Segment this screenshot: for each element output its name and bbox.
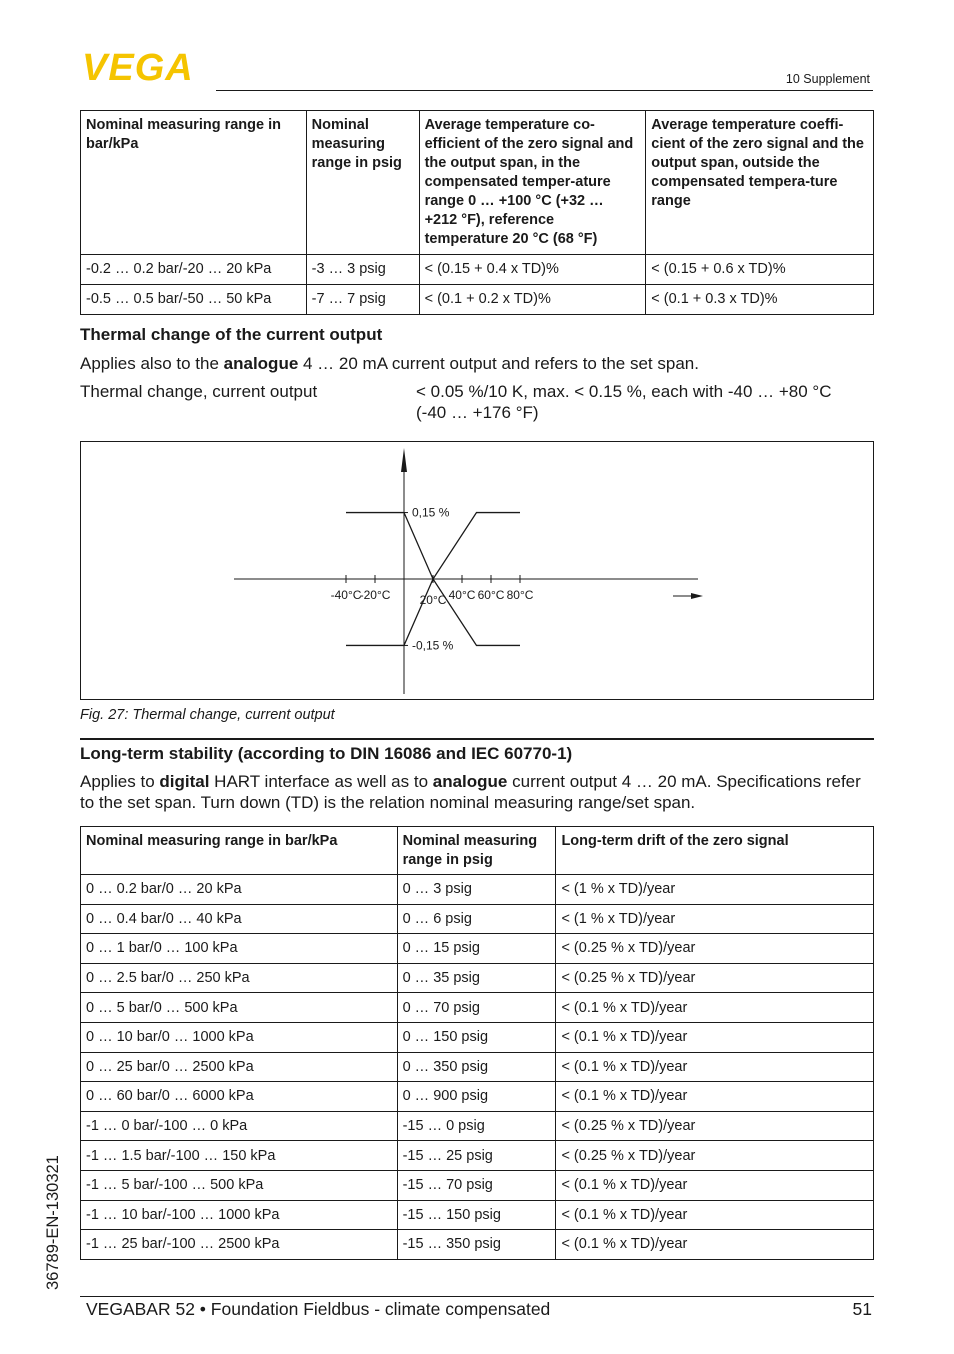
table-cell: 0 … 10 bar/0 … 1000 kPa bbox=[81, 1022, 398, 1052]
table-cell: -15 … 25 psig bbox=[397, 1141, 556, 1171]
table-cell: < (0.25 % x TD)/year bbox=[556, 1111, 874, 1141]
y-axis-arrow-icon bbox=[401, 448, 407, 472]
table-cell: < (0.25 % x TD)/year bbox=[556, 1141, 874, 1171]
table-header-row bbox=[81, 111, 874, 255]
table-row bbox=[81, 1230, 874, 1260]
header-cell: Nominal measuring range in psig bbox=[397, 827, 556, 875]
table-cell: 0 … 25 bar/0 … 2500 kPa bbox=[81, 1052, 398, 1082]
table-cell: < (0.1 % x TD)/year bbox=[556, 1230, 874, 1260]
thermal-spec-label: Thermal change, current output bbox=[80, 382, 318, 401]
longterm-heading: Long-term stability (according to DIN 16086 and IEC 60770-1) bbox=[80, 744, 573, 763]
footer-title: VEGABAR 52 • Foundation Fieldbus - climate compensated bbox=[86, 1299, 551, 1319]
table-row bbox=[81, 1111, 874, 1141]
x-axis-arrow-icon bbox=[691, 593, 703, 599]
table-cell: -1 … 1.5 bar/-100 … 150 kPa bbox=[81, 1141, 398, 1171]
x-tick-label: -20°C bbox=[359, 588, 391, 602]
header-cell: Long-term drift of the zero signal bbox=[556, 827, 874, 875]
table-cell: 0 … 150 psig bbox=[397, 1022, 556, 1052]
thermal-heading: Thermal change of the current output bbox=[80, 325, 383, 344]
table-cell: < (0.15 + 0.4 x TD)% bbox=[419, 255, 646, 285]
table-cell: 0 … 350 psig bbox=[397, 1052, 556, 1082]
header-rule bbox=[216, 90, 873, 91]
table-row bbox=[81, 934, 874, 964]
table-cell: < (0.1 + 0.3 x TD)% bbox=[646, 285, 874, 315]
table-cell: 0 … 0.4 bar/0 … 40 kPa bbox=[81, 904, 398, 934]
chart-frame bbox=[80, 441, 874, 700]
table-cell: < (0.25 % x TD)/year bbox=[556, 934, 874, 964]
table-row bbox=[81, 285, 874, 315]
table-row bbox=[81, 1170, 874, 1200]
table-row bbox=[81, 1022, 874, 1052]
table-cell: -0.5 … 0.5 bar/-50 … 50 kPa bbox=[81, 285, 307, 315]
table-row bbox=[81, 904, 874, 934]
table-cell: < (0.25 % x TD)/year bbox=[556, 963, 874, 993]
footer-rule bbox=[80, 1296, 874, 1297]
table-cell: -1 … 0 bar/-100 … 0 kPa bbox=[81, 1111, 398, 1141]
table-cell: -1 … 10 bar/-100 … 1000 kPa bbox=[81, 1200, 398, 1230]
table-cell: 0 … 6 psig bbox=[397, 904, 556, 934]
table-row bbox=[81, 1141, 874, 1171]
table-cell: 0 … 70 psig bbox=[397, 993, 556, 1023]
table-cell: -7 … 7 psig bbox=[306, 285, 419, 315]
table-cell: 0 … 3 psig bbox=[397, 875, 556, 905]
table-cell: -0.2 … 0.2 bar/-20 … 20 kPa bbox=[81, 255, 307, 285]
table-cell: 0 … 15 psig bbox=[397, 934, 556, 964]
table-cell: < (0.1 % x TD)/year bbox=[556, 1022, 874, 1052]
thermal-spec-value: < 0.05 %/10 K, max. < 0.15 %, each with -40 … +80 °C (-40 … +176 °F) bbox=[416, 382, 832, 422]
table-cell: -15 … 350 psig bbox=[397, 1230, 556, 1260]
table-row bbox=[81, 963, 874, 993]
table-cell: < (1 % x TD)/year bbox=[556, 904, 874, 934]
table-cell: 0 … 0.2 bar/0 … 20 kPa bbox=[81, 875, 398, 905]
table-cell: 0 … 35 psig bbox=[397, 963, 556, 993]
table-cell: < (0.1 % x TD)/year bbox=[556, 1052, 874, 1082]
table-cell: 0 … 900 psig bbox=[397, 1082, 556, 1112]
header-cell: Nominal measuring range in bar/kPa bbox=[81, 111, 307, 255]
x-tick-label: -40°C bbox=[330, 588, 362, 602]
table-cell: -1 … 5 bar/-100 … 500 kPa bbox=[81, 1170, 398, 1200]
table-cell: < (0.1 % x TD)/year bbox=[556, 1200, 874, 1230]
table-row bbox=[81, 1082, 874, 1112]
x-tick-label: 20°C bbox=[419, 593, 447, 607]
table-cell: -15 … 0 psig bbox=[397, 1111, 556, 1141]
table-cell: < (0.1 % x TD)/year bbox=[556, 1082, 874, 1112]
table-row bbox=[81, 875, 874, 905]
table-cell: -15 … 150 psig bbox=[397, 1200, 556, 1230]
table-cell: -15 … 70 psig bbox=[397, 1170, 556, 1200]
header-cell: Nominal measuring range in psig bbox=[306, 111, 419, 255]
table-cell: < (0.1 % x TD)/year bbox=[556, 993, 874, 1023]
x-tick-label: 60°C bbox=[477, 588, 505, 602]
x-tick-label: 80°C bbox=[506, 588, 534, 602]
longterm-description: Applies to digital HART interface as well as to analogue current output 4 … 20 mA. Specifications refer to the set span. Turn down (TD) is the relation nominal measuring range/set span. bbox=[80, 772, 861, 812]
figure-caption: Fig. 27: Thermal change, current output bbox=[80, 707, 335, 723]
thermal-change-chart bbox=[81, 442, 873, 699]
thermal-applies-text: Applies also to the analogue 4 … 20 mA current output and refers to the set span. bbox=[80, 354, 699, 373]
page-number: 51 bbox=[852, 1299, 872, 1319]
table-cell: 0 … 2.5 bar/0 … 250 kPa bbox=[81, 963, 398, 993]
table-cell: -1 … 25 bar/-100 … 2500 kPa bbox=[81, 1230, 398, 1260]
table-cell: 0 … 5 bar/0 … 500 kPa bbox=[81, 993, 398, 1023]
x-tick-label: 40°C bbox=[448, 588, 476, 602]
document-code: 36789-EN-130321 bbox=[44, 1155, 62, 1290]
table-row bbox=[81, 993, 874, 1023]
table-cell: 0 … 60 bar/0 … 6000 kPa bbox=[81, 1082, 398, 1112]
table-cell: < (0.1 + 0.2 x TD)% bbox=[419, 285, 646, 315]
header-cell: Average temperature coeffi-cient of the zero signal and the output span, outside the compensated tempera-ture range bbox=[646, 111, 874, 255]
y-tick-label: -0,15 % bbox=[412, 638, 454, 653]
table-cell: < (0.15 + 0.6 x TD)% bbox=[646, 255, 874, 285]
longterm-drift-table bbox=[80, 826, 874, 1260]
logo-wordmark: VEGA bbox=[82, 50, 194, 84]
table-header-row bbox=[81, 827, 874, 875]
table-row bbox=[81, 255, 874, 285]
table-cell: -3 … 3 psig bbox=[306, 255, 419, 285]
table-row bbox=[81, 1200, 874, 1230]
temp-coefficient-table bbox=[80, 110, 874, 315]
vega-logo bbox=[82, 50, 212, 84]
section-rule bbox=[80, 738, 874, 740]
table-cell: < (1 % x TD)/year bbox=[556, 875, 874, 905]
table-cell: < (0.1 % x TD)/year bbox=[556, 1170, 874, 1200]
header-section-label: 10 Supplement bbox=[785, 72, 870, 86]
header-cell: Average temperature co-efficient of the zero signal and the output span, in the compensated temper-ature range 0 … +100 °C (+32 … +212 °F), reference temperature 20 °C (68 °F) bbox=[419, 111, 646, 255]
table-row bbox=[81, 1052, 874, 1082]
table-cell: 0 … 1 bar/0 … 100 kPa bbox=[81, 934, 398, 964]
y-tick-label: 0,15 % bbox=[412, 505, 450, 520]
header-cell: Nominal measuring range in bar/kPa bbox=[81, 827, 398, 875]
